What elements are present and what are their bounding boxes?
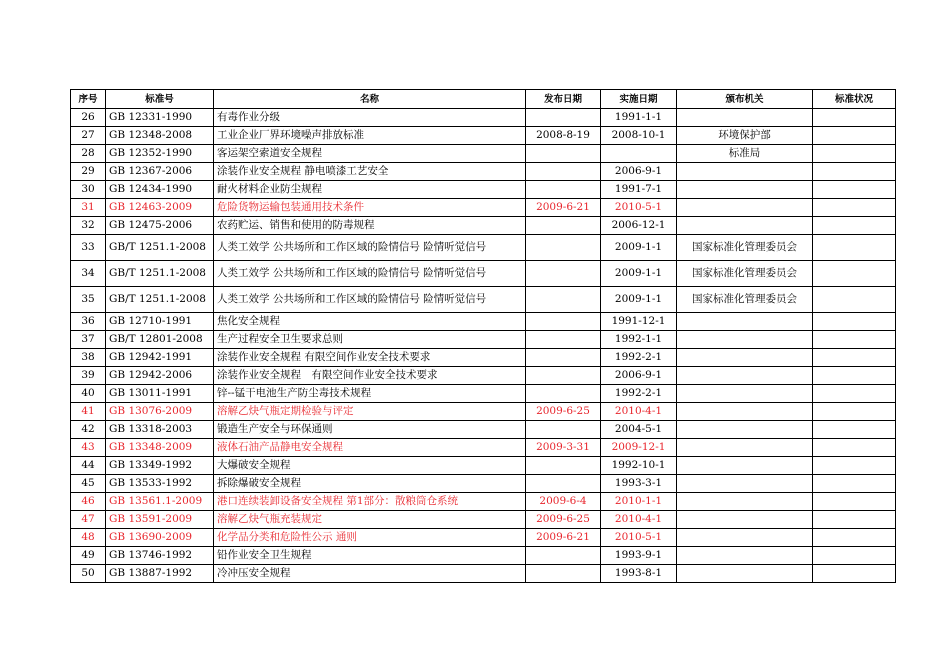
cell-implement-date: 1991-7-1	[601, 181, 677, 199]
cell-implement-date: 2009-1-1	[601, 235, 677, 261]
table-row	[71, 457, 896, 475]
cell-issuing-authority	[677, 349, 813, 367]
cell-status	[813, 235, 896, 261]
cell-issuing-authority: 国家标准化管理委员会	[677, 235, 813, 261]
cell-index: 38	[71, 349, 106, 367]
cell-index: 47	[71, 511, 106, 529]
cell-implement-date: 1991-12-1	[601, 313, 677, 331]
cell-issuing-authority	[677, 421, 813, 439]
cell-publish-date: 2009-6-25	[526, 511, 601, 529]
table-row	[71, 421, 896, 439]
table-row	[71, 439, 896, 457]
table-row	[71, 127, 896, 145]
cell-standard-number: GB 12434-1990	[106, 181, 214, 199]
cell-publish-date	[526, 349, 601, 367]
cell-publish-date: 2009-6-21	[526, 529, 601, 547]
cell-implement-date: 1993-8-1	[601, 565, 677, 583]
cell-implement-date: 1992-1-1	[601, 331, 677, 349]
cell-index: 27	[71, 127, 106, 145]
cell-name: 液体石油产品静电安全规程	[214, 439, 526, 457]
cell-status	[813, 287, 896, 313]
cell-name: 涂装作业安全规程 静电喷漆工艺安全	[214, 163, 526, 181]
cell-index: 46	[71, 493, 106, 511]
cell-status	[813, 493, 896, 511]
cell-standard-number: GB 13011-1991	[106, 385, 214, 403]
header-standard-number: 标准号	[106, 90, 214, 109]
cell-status	[813, 439, 896, 457]
cell-publish-date: 2009-6-25	[526, 403, 601, 421]
cell-index: 37	[71, 331, 106, 349]
cell-name: 生产过程安全卫生要求总则	[214, 331, 526, 349]
cell-implement-date: 2010-4-1	[601, 403, 677, 421]
cell-status	[813, 181, 896, 199]
table-row	[71, 403, 896, 421]
cell-status	[813, 367, 896, 385]
cell-standard-number: GB 13533-1992	[106, 475, 214, 493]
cell-standard-number: GB 13318-2003	[106, 421, 214, 439]
cell-status	[813, 145, 896, 163]
cell-index: 35	[71, 287, 106, 313]
cell-publish-date	[526, 313, 601, 331]
cell-status	[813, 199, 896, 217]
cell-standard-number: GB/T 12801-2008	[106, 331, 214, 349]
cell-implement-date: 2004-5-1	[601, 421, 677, 439]
cell-name: 锻造生产安全与环保通则	[214, 421, 526, 439]
cell-issuing-authority	[677, 493, 813, 511]
cell-implement-date: 1993-3-1	[601, 475, 677, 493]
header-name: 名称	[214, 90, 526, 109]
cell-issuing-authority	[677, 163, 813, 181]
cell-standard-number: GB 13349-1992	[106, 457, 214, 475]
cell-index: 26	[71, 109, 106, 127]
table-row	[71, 287, 896, 313]
cell-name: 港口连续装卸设备安全规程 第1部分：散粮筒仓系统	[214, 493, 526, 511]
cell-index: 36	[71, 313, 106, 331]
cell-status	[813, 511, 896, 529]
cell-index: 50	[71, 565, 106, 583]
cell-name: 焦化安全规程	[214, 313, 526, 331]
cell-publish-date	[526, 235, 601, 261]
table-row	[71, 385, 896, 403]
cell-standard-number: GB 12942-1991	[106, 349, 214, 367]
cell-issuing-authority: 标准局	[677, 145, 813, 163]
cell-implement-date: 2009-12-1	[601, 439, 677, 457]
cell-index: 28	[71, 145, 106, 163]
cell-status	[813, 127, 896, 145]
cell-status	[813, 529, 896, 547]
table-row	[71, 511, 896, 529]
cell-issuing-authority	[677, 565, 813, 583]
cell-standard-number: GB 12331-1990	[106, 109, 214, 127]
cell-standard-number: GB 13690-2009	[106, 529, 214, 547]
cell-implement-date: 2006-9-1	[601, 367, 677, 385]
cell-implement-date: 2009-1-1	[601, 261, 677, 287]
cell-name: 工业企业厂界环境噪声排放标准	[214, 127, 526, 145]
header-index: 序号	[71, 90, 106, 109]
cell-implement-date: 2010-5-1	[601, 529, 677, 547]
cell-issuing-authority: 国家标准化管理委员会	[677, 287, 813, 313]
cell-index: 41	[71, 403, 106, 421]
cell-status	[813, 547, 896, 565]
cell-standard-number: GB 13591-2009	[106, 511, 214, 529]
cell-standard-number: GB/T 1251.1-2008	[106, 261, 214, 287]
cell-standard-number: GB 13887-1992	[106, 565, 214, 583]
cell-status	[813, 109, 896, 127]
cell-publish-date	[526, 421, 601, 439]
cell-status	[813, 349, 896, 367]
table-row	[71, 261, 896, 287]
cell-issuing-authority	[677, 547, 813, 565]
cell-name: 大爆破安全规程	[214, 457, 526, 475]
cell-issuing-authority	[677, 181, 813, 199]
cell-index: 30	[71, 181, 106, 199]
cell-implement-date: 1992-2-1	[601, 349, 677, 367]
cell-publish-date	[526, 109, 601, 127]
cell-implement-date	[601, 145, 677, 163]
cell-index: 29	[71, 163, 106, 181]
table-row	[71, 313, 896, 331]
table-row	[71, 199, 896, 217]
cell-name: 农药贮运、销售和使用的防毒规程	[214, 217, 526, 235]
cell-index: 32	[71, 217, 106, 235]
cell-publish-date	[526, 385, 601, 403]
cell-issuing-authority	[677, 313, 813, 331]
cell-name: 化学品分类和危险性公示 通则	[214, 529, 526, 547]
cell-status	[813, 475, 896, 493]
cell-publish-date	[526, 475, 601, 493]
cell-issuing-authority	[677, 217, 813, 235]
cell-implement-date: 1991-1-1	[601, 109, 677, 127]
cell-name: 涂装作业安全规程 有限空间作业安全技术要求	[214, 367, 526, 385]
table-header-row	[71, 90, 896, 109]
cell-publish-date: 2009-6-21	[526, 199, 601, 217]
table-row	[71, 529, 896, 547]
cell-publish-date	[526, 331, 601, 349]
cell-name: 涂装作业安全规程 有限空间作业安全技术要求	[214, 349, 526, 367]
cell-index: 34	[71, 261, 106, 287]
cell-publish-date	[526, 145, 601, 163]
cell-standard-number: GB 12348-2008	[106, 127, 214, 145]
table-row	[71, 109, 896, 127]
cell-issuing-authority	[677, 511, 813, 529]
cell-status	[813, 565, 896, 583]
cell-issuing-authority	[677, 475, 813, 493]
cell-name: 人类工效学 公共场所和工作区域的险情信号 险情听觉信号	[214, 287, 526, 313]
cell-publish-date	[526, 217, 601, 235]
cell-standard-number: GB 13348-2009	[106, 439, 214, 457]
cell-publish-date	[526, 565, 601, 583]
cell-name: 有毒作业分级	[214, 109, 526, 127]
cell-publish-date	[526, 163, 601, 181]
header-status: 标准状况	[813, 90, 896, 109]
table-row	[71, 181, 896, 199]
cell-standard-number: GB 13746-1992	[106, 547, 214, 565]
cell-index: 43	[71, 439, 106, 457]
cell-issuing-authority: 环境保护部	[677, 127, 813, 145]
cell-issuing-authority	[677, 331, 813, 349]
cell-publish-date	[526, 547, 601, 565]
cell-name: 溶解乙炔气瓶定期检验与评定	[214, 403, 526, 421]
cell-publish-date: 2008-8-19	[526, 127, 601, 145]
cell-issuing-authority	[677, 109, 813, 127]
cell-standard-number: GB 12942-2006	[106, 367, 214, 385]
cell-index: 48	[71, 529, 106, 547]
cell-name: 拆除爆破安全规程	[214, 475, 526, 493]
cell-name: 耐火材料企业防尘规程	[214, 181, 526, 199]
cell-publish-date	[526, 367, 601, 385]
cell-publish-date	[526, 287, 601, 313]
cell-status	[813, 261, 896, 287]
cell-status	[813, 457, 896, 475]
cell-standard-number: GB/T 1251.1-2008	[106, 235, 214, 261]
cell-issuing-authority	[677, 385, 813, 403]
cell-issuing-authority: 国家标准化管理委员会	[677, 261, 813, 287]
table-row	[71, 235, 896, 261]
cell-implement-date: 2006-12-1	[601, 217, 677, 235]
header-publish-date: 发布日期	[526, 90, 601, 109]
cell-standard-number: GB 12367-2006	[106, 163, 214, 181]
cell-index: 31	[71, 199, 106, 217]
cell-publish-date	[526, 457, 601, 475]
cell-implement-date: 2010-1-1	[601, 493, 677, 511]
header-issuing-authority: 颁布机关	[677, 90, 813, 109]
cell-implement-date: 1992-10-1	[601, 457, 677, 475]
cell-publish-date: 2009-3-31	[526, 439, 601, 457]
cell-status	[813, 385, 896, 403]
cell-issuing-authority	[677, 367, 813, 385]
cell-index: 42	[71, 421, 106, 439]
cell-status	[813, 163, 896, 181]
cell-implement-date: 1992-2-1	[601, 385, 677, 403]
cell-status	[813, 331, 896, 349]
table-row	[71, 145, 896, 163]
cell-name: 人类工效学 公共场所和工作区域的险情信号 险情听觉信号	[214, 261, 526, 287]
cell-standard-number: GB 13076-2009	[106, 403, 214, 421]
cell-publish-date	[526, 261, 601, 287]
cell-implement-date: 2010-4-1	[601, 511, 677, 529]
cell-name: 人类工效学 公共场所和工作区域的险情信号 险情听觉信号	[214, 235, 526, 261]
table-row	[71, 475, 896, 493]
cell-name: 铅作业安全卫生规程	[214, 547, 526, 565]
cell-name: 溶解乙炔气瓶充装规定	[214, 511, 526, 529]
table-row	[71, 493, 896, 511]
cell-name: 冷冲压安全规程	[214, 565, 526, 583]
cell-publish-date: 2009-6-4	[526, 493, 601, 511]
cell-index: 44	[71, 457, 106, 475]
cell-status	[813, 217, 896, 235]
cell-index: 49	[71, 547, 106, 565]
standards-table	[70, 89, 896, 583]
cell-index: 33	[71, 235, 106, 261]
cell-issuing-authority	[677, 457, 813, 475]
cell-index: 45	[71, 475, 106, 493]
cell-publish-date	[526, 181, 601, 199]
cell-implement-date: 2010-5-1	[601, 199, 677, 217]
cell-implement-date: 1993-9-1	[601, 547, 677, 565]
header-implement-date: 实施日期	[601, 90, 677, 109]
cell-issuing-authority	[677, 439, 813, 457]
cell-standard-number: GB 12710-1991	[106, 313, 214, 331]
cell-standard-number: GB 12463-2009	[106, 199, 214, 217]
cell-issuing-authority	[677, 529, 813, 547]
cell-issuing-authority	[677, 199, 813, 217]
cell-implement-date: 2006-9-1	[601, 163, 677, 181]
cell-standard-number: GB 12352-1990	[106, 145, 214, 163]
cell-index: 39	[71, 367, 106, 385]
cell-name: 危险货物运输包装通用技术条件	[214, 199, 526, 217]
cell-implement-date: 2008-10-1	[601, 127, 677, 145]
cell-name: 锌--锰干电池生产防尘毒技术规程	[214, 385, 526, 403]
cell-implement-date: 2009-1-1	[601, 287, 677, 313]
table-body	[71, 109, 896, 583]
cell-standard-number: GB 12475-2006	[106, 217, 214, 235]
table-row	[71, 331, 896, 349]
cell-status	[813, 403, 896, 421]
table-row	[71, 217, 896, 235]
cell-index: 40	[71, 385, 106, 403]
table-row	[71, 349, 896, 367]
cell-issuing-authority	[677, 403, 813, 421]
cell-status	[813, 421, 896, 439]
table-row	[71, 547, 896, 565]
table-row	[71, 367, 896, 385]
table-row	[71, 163, 896, 181]
cell-status	[813, 313, 896, 331]
cell-standard-number: GB 13561.1-2009	[106, 493, 214, 511]
cell-standard-number: GB/T 1251.1-2008	[106, 287, 214, 313]
table-row	[71, 565, 896, 583]
cell-name: 客运架空索道安全规程	[214, 145, 526, 163]
